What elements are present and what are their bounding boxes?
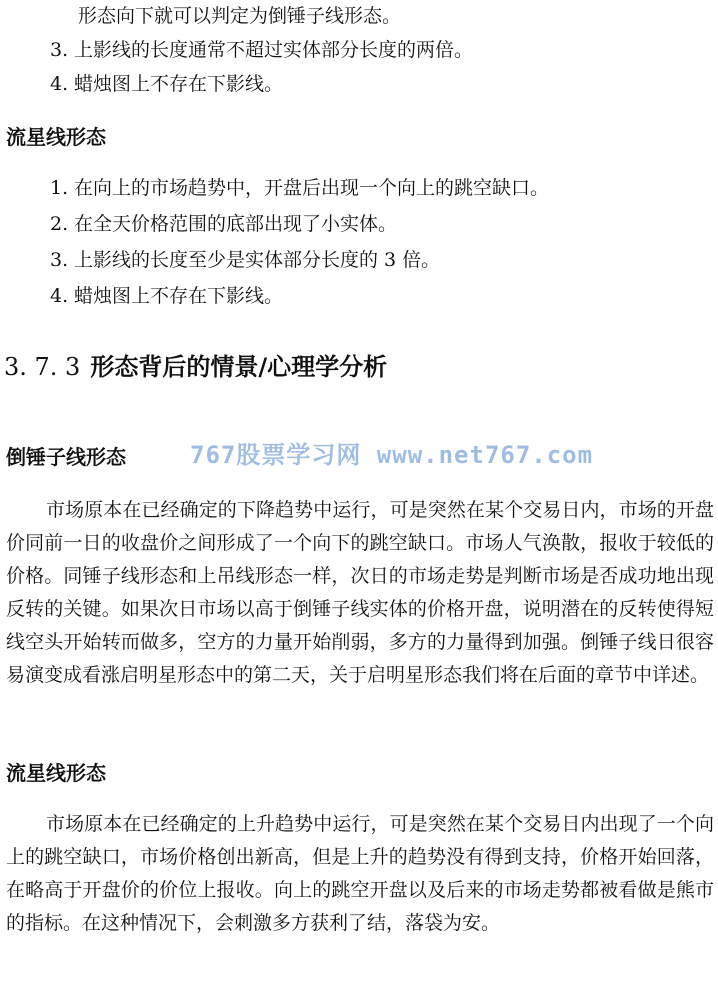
list-text: 上影线的长度至少是实体部分长度的 3 倍。: [74, 249, 441, 271]
list-item: [50, 176, 549, 200]
list-number: 3.: [50, 249, 69, 271]
list-item: [50, 72, 283, 96]
paragraph-inverted-hammer: 市场原本在已经确定的下降趋势中运行，可是突然在某个交易日内，市场的开盘价同前一日的收盘价之间形成了一个向下的跳空缺口。市场人气涣散，报收于较低的价格。同锤子线形态和上吊线形态一样，次日的市场走势是判断市场是否成功地出现反转的关键。如果次日市场以高于倒锤子线实体的价格开盘，说明潜在的反转使得短线空头开始转而做多，空方的力量开始削弱，多方的力量得到加强。倒锤子线日很容易演变成看涨启明星形态中的第二天，关于启明星形态我们将在后面的章节中详述。: [6, 499, 714, 686]
list-number: 2.: [50, 213, 69, 235]
list-text: 在全天价格范围的底部出现了小实体。: [74, 213, 398, 235]
subheading-inverted-hammer: 倒锤子线形态: [6, 445, 126, 469]
section-number: 3. 7. 3: [4, 353, 81, 381]
list-number: 4.: [50, 285, 69, 307]
list-number: 1.: [50, 177, 69, 199]
list-item: [50, 38, 473, 62]
list-text: 上影线的长度通常不超过实体部分长度的两倍。: [74, 39, 474, 61]
continuation-line: 形态向下就可以判定为倒锤子线形态。: [78, 5, 402, 27]
list-number: 3.: [50, 39, 69, 61]
list-text: 蜡烛图上不存在下影线。: [74, 73, 284, 95]
subheading-shooting-star: 流星线形态: [6, 125, 106, 149]
section-title: 形态背后的情景/心理学分析: [90, 353, 388, 381]
list-item: [50, 284, 283, 308]
watermark-text: 767股票学习网 www.net767.com: [190, 441, 594, 469]
list-item: [50, 212, 397, 236]
list-item: [50, 248, 440, 272]
section-heading: [4, 352, 387, 382]
list-number: 4.: [50, 73, 69, 95]
subheading-shooting-star-2: 流星线形态: [6, 761, 106, 785]
paragraph-shooting-star: 市场原本在已经确定的上升趋势中运行，可是突然在某个交易日内出现了一个向上的跳空缺口，市场价格创出新高，但是上升的趋势没有得到支持，价格开始回落，在略高于开盘价的价位上报收。向上的跳空开盘以及后来的市场走势都被看做是熊市的指标。在这种情况下，会刺激多方获利了结，落袋为安。: [6, 813, 714, 934]
list-text: 在向上的市场趋势中，开盘后出现一个向上的跳空缺口。: [74, 177, 550, 199]
list-text: 蜡烛图上不存在下影线。: [74, 285, 284, 307]
